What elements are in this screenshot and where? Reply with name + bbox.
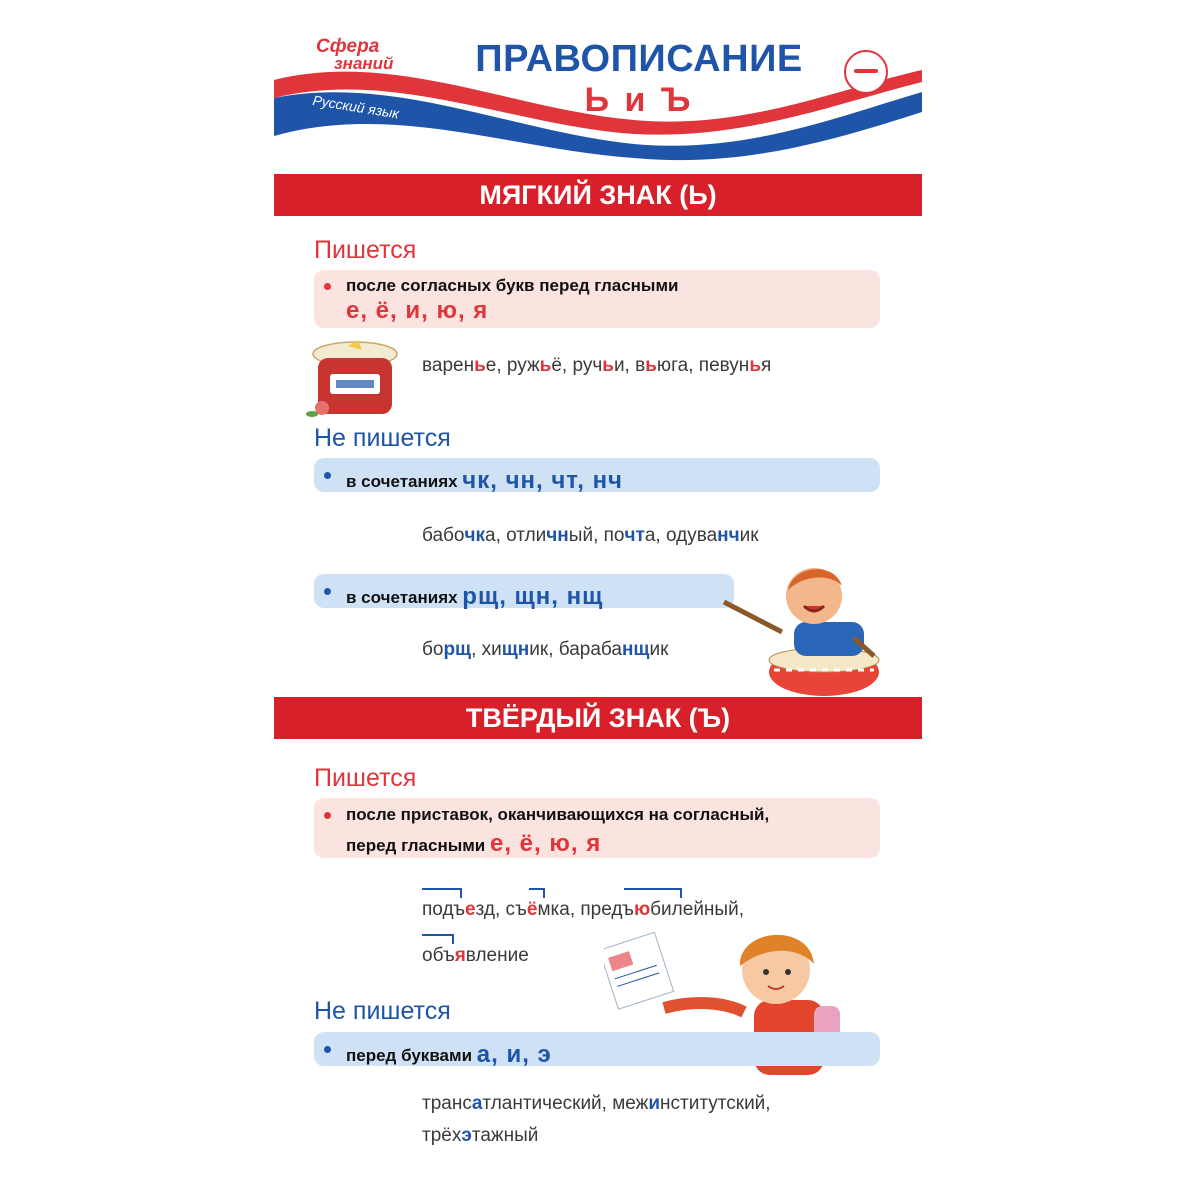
subject-label: Русский язык — [311, 92, 401, 122]
page-subtitle: Ь и Ъ — [584, 81, 694, 119]
hard-examples-2: объявление — [422, 945, 529, 966]
hard-sign-heading: ТВЁРДЫЙ ЗНАК (Ъ) — [274, 697, 922, 739]
poster — [274, 0, 922, 1200]
hard-rule1-letters: е, ё, ю, я — [490, 830, 602, 857]
drummer-boy-illustration — [704, 560, 894, 700]
brand-logo — [316, 38, 393, 72]
soft-examples-3: борщ, хищник, барабанщик — [422, 639, 669, 660]
soft-rule1 — [314, 270, 880, 328]
prefix-mark — [422, 888, 462, 898]
soft-rule3 — [314, 574, 734, 608]
soft-examples-1: варенье, ружьё, ручьи, вьюга, певунья — [422, 355, 772, 376]
prefix-mark — [624, 888, 682, 898]
brand-line2: знаний — [334, 54, 394, 73]
hard-rule1-line1: после приставок, оканчивающихся на согласный, — [346, 805, 770, 824]
soft-rule2-text: в сочетаниях чк, чн, чт, нч — [346, 467, 623, 494]
soft-examples-2: бабочка, отличный, почта, одуванчик — [422, 525, 759, 546]
soft-rule2 — [314, 458, 880, 492]
soft-sign-heading: МЯГКИЙ ЗНАК (Ь) — [274, 174, 922, 216]
hard-rule2 — [314, 1032, 880, 1066]
page-title: ПРАВОПИСАНИЕ — [475, 38, 803, 80]
jam-jar-illustration — [300, 340, 410, 420]
bullet-icon — [324, 1046, 331, 1053]
soft-not-written-label: Не пишется — [314, 424, 451, 452]
prefix-mark — [422, 934, 454, 944]
prefix-mark — [529, 888, 545, 898]
bullet-icon — [324, 588, 331, 595]
hard-examples-1: подъезд, съёмка, предъюбилейный, — [422, 899, 744, 920]
soft-rule2-letters: чк, чн, чт, нч — [462, 467, 623, 494]
soft-rule3-letters: рщ, щн, нщ — [462, 583, 604, 610]
brand-line1: Сфера — [316, 36, 380, 57]
bullet-icon — [324, 283, 331, 290]
hard-rule1-line2: перед гласными е, ё, ю, я — [346, 830, 602, 857]
hard-rule1 — [314, 798, 880, 858]
soft-written-label: Пишется — [314, 236, 417, 264]
hard-written-label: Пишется — [314, 764, 417, 792]
soft-rule1-letters: е, ё, и, ю, я — [346, 297, 489, 324]
hard-rule2-text: перед буквами а, и, э — [346, 1041, 552, 1068]
publisher-logo-icon — [844, 50, 888, 94]
hard-rule2-letters: а, и, э — [476, 1041, 552, 1068]
bullet-icon — [324, 812, 331, 819]
hard-not-written-label: Не пишется — [314, 997, 451, 1025]
hard-examples-3: трансатлантический, межинститутский, — [422, 1093, 771, 1114]
soft-rule3-text: в сочетаниях рщ, щн, нщ — [346, 583, 604, 610]
hard-examples-4: трёхэтажный — [422, 1125, 539, 1146]
soft-rule1-text: после согласных букв перед гласными — [346, 276, 679, 295]
bullet-icon — [324, 472, 331, 479]
